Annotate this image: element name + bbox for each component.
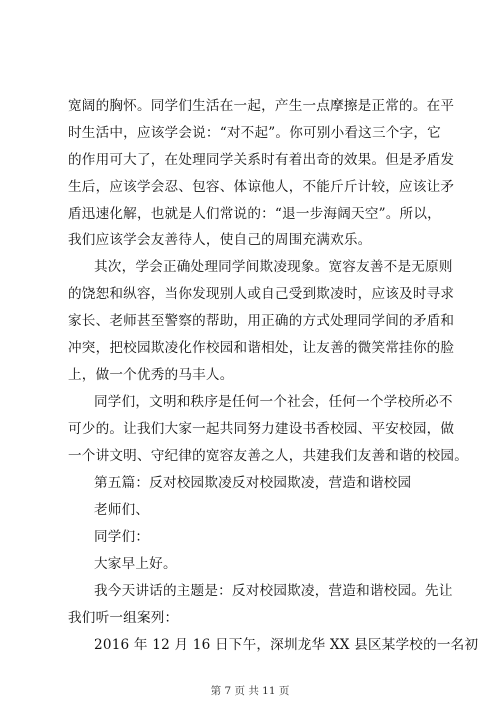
paragraph-line: 可少的。让我们大家一起共同努力建设书香校园、平安校园，做 — [68, 421, 455, 437]
paragraph-line: 其次，学会正确处理同学间欺凌现象。宽容友善不是无原则 — [94, 259, 453, 275]
paragraph-line: 上，做一个优秀的马丰人。 — [68, 367, 234, 383]
section-heading: 第五篇：反对校园欺凌反对校园欺凌，营造和谐校园 — [94, 475, 412, 491]
paragraph-line: 我们应该学会友善待人，使自己的周围充满欢乐。 — [68, 232, 372, 248]
paragraph-line: 一个讲文明、守纪律的宽容友善之人，共建我们友善和谐的校园。 — [68, 448, 469, 464]
paragraph-line: 宽阔的胸怀。同学们生活在一起，产生一点摩擦是正常的。在平 — [68, 98, 455, 114]
paragraph-line: 同学们，文明和秩序是任何一个社会，任何一个学校所必不 — [94, 394, 453, 410]
paragraph-line: 我们听一组案列： — [68, 610, 179, 626]
paragraph-line: 的作用可大了，在处理同学关系时有着出奇的效果。但是矛盾发 — [68, 152, 455, 168]
paragraph-line: 我今天讲话的主题是：反对校园欺凌，营造和谐校园。先让 — [94, 583, 453, 599]
paragraph-line: 时生活中，应该学会说：“对不起”。你可别小看这三个字，它 — [68, 125, 441, 141]
paragraph-line: 冲突，把校园欺凌化作校园和谐相处，让友善的微笑常挂你的脸 — [68, 340, 455, 356]
paragraph-line: 的饶恕和纵容，当你发现别人或自己受到欺凌时，应该及时寻求 — [68, 286, 455, 302]
paragraph-line: 生后，应该学会忍、包容、体谅他人，不能斤斤计较，应该让矛 — [68, 179, 455, 195]
paragraph-line: 2016 年 12 月 16 日下午，深圳龙华 XX 县区某学校的一名初 — [94, 637, 479, 653]
paragraph-line: 盾迅速化解，也就是人们常说的：“退一步海阔天空”。所以， — [68, 206, 441, 222]
salutation-line: 同学们： — [94, 529, 150, 545]
paragraph-line: 家长、老师甚至警察的帮助，用正确的方式处理同学间的矛盾和 — [68, 313, 455, 329]
salutation-line: 老师们、 — [94, 502, 150, 518]
greeting-line: 大家早上好。 — [94, 556, 177, 572]
page-number-footer: 第 7 页 共 11 页 — [210, 685, 290, 697]
